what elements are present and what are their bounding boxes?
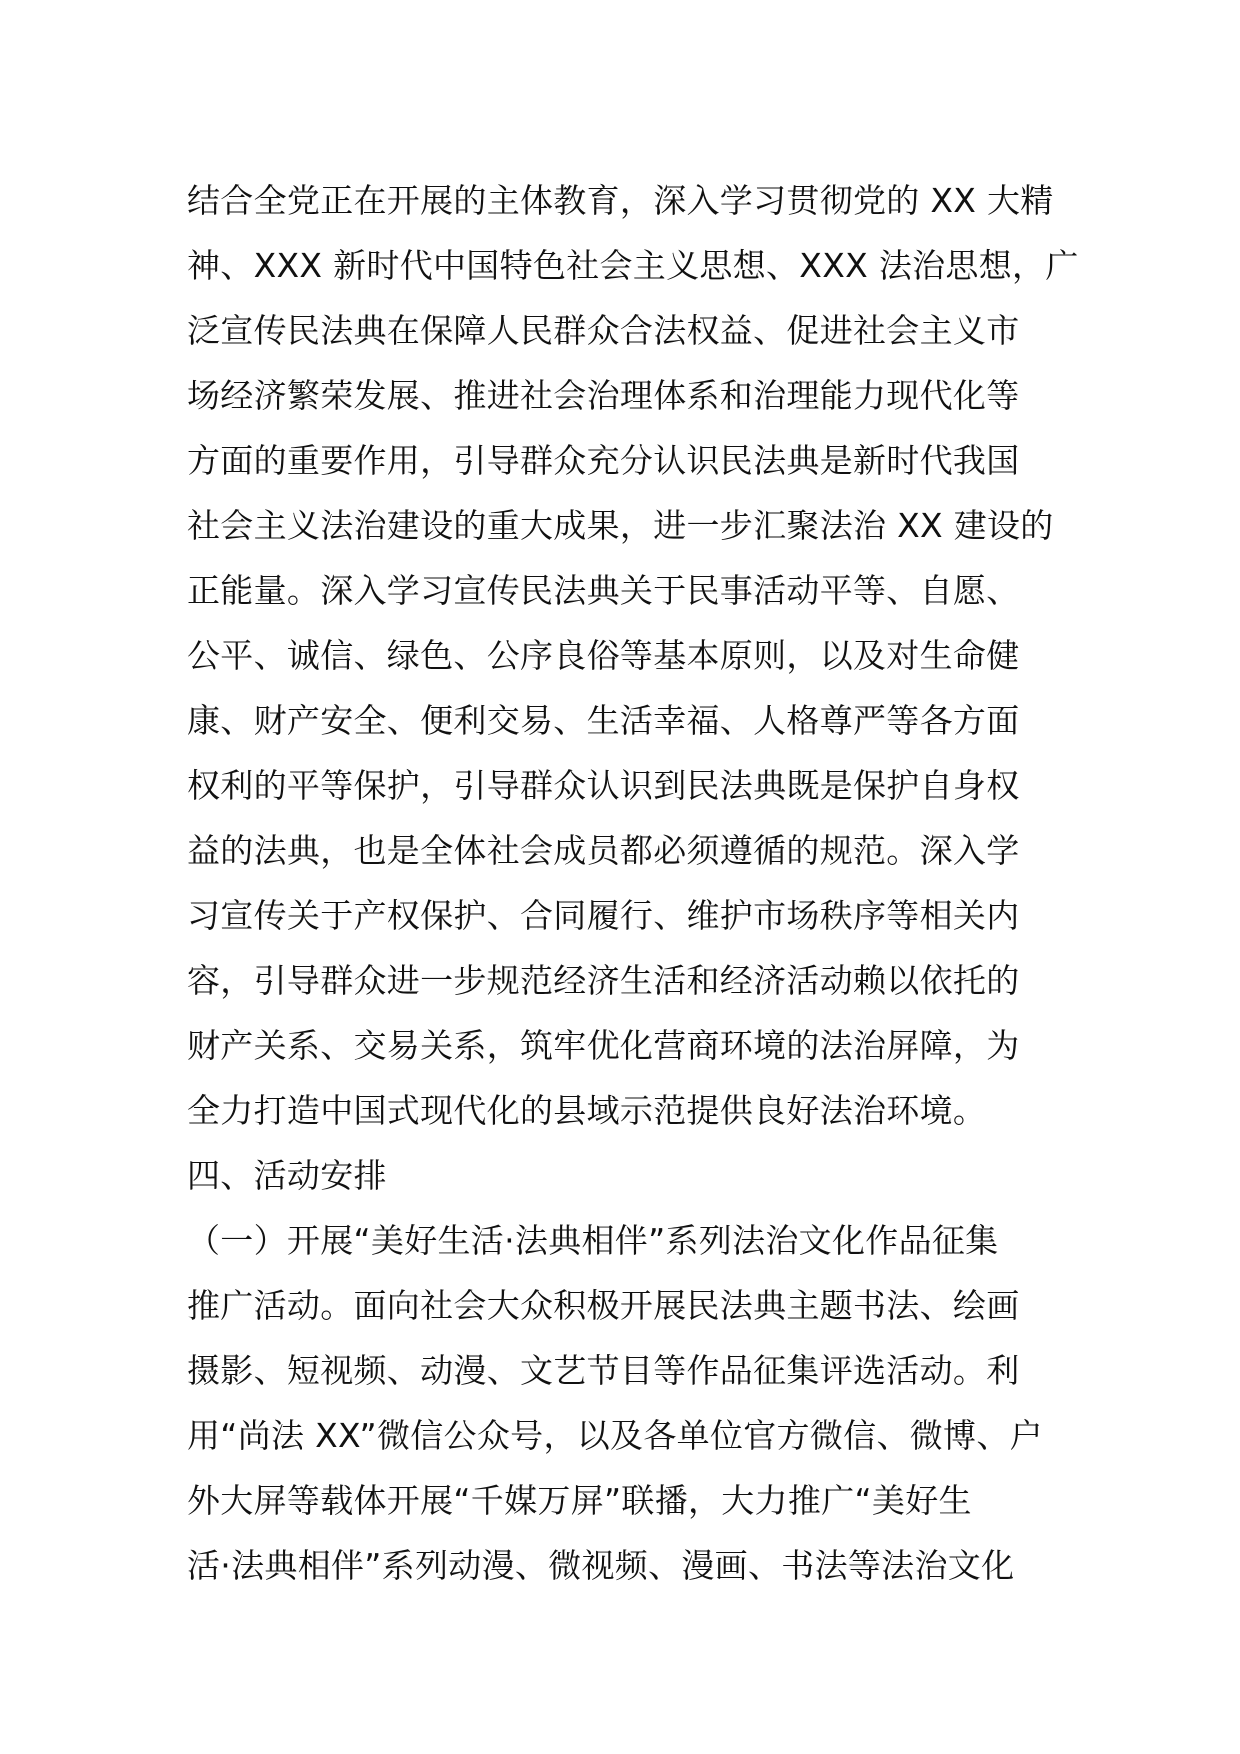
text-line: 财产关系、交易关系，筑牢优化营商环境的法治屏障，为 xyxy=(187,1026,1020,1065)
text-line: 正能量。深入学习宣传民法典关于民事活动平等、自愿、 xyxy=(187,571,1020,610)
section-heading: 四、活动安排 xyxy=(187,1156,387,1195)
text-line: 场经济繁荣发展、推进社会治理体系和治理能力现代化等 xyxy=(187,376,1020,415)
text-line: 用“尚法 XX”微信公众号，以及各单位官方微信、微博、户 xyxy=(187,1416,1043,1455)
text-line: 容，引导群众进一步规范经济生活和经济活动赖以依托的 xyxy=(187,961,1020,1000)
text-line: 权利的平等保护，引导群众认识到民法典既是保护自身权 xyxy=(187,766,1020,805)
text-line: 推广活动。面向社会大众积极开展民法典主题书法、绘画 xyxy=(187,1286,1020,1325)
text-line: 摄影、短视频、动漫、文艺节目等作品征集评选活动。利 xyxy=(187,1351,1020,1390)
text-line: 外大屏等载体开展“千媒万屏”联播，大力推广“美好生 xyxy=(187,1481,972,1520)
text-line: 活·法典相伴”系列动漫、微视频、漫画、书法等法治文化 xyxy=(187,1546,1015,1585)
text-line: 结合全党正在开展的主体教育，深入学习贯彻党的 XX 大精 xyxy=(187,181,1054,220)
text-line: （一）开展“美好生活·法典相伴”系列法治文化作品征集 xyxy=(187,1221,999,1260)
text-line: 康、财产安全、便利交易、生活幸福、人格尊严等各方面 xyxy=(187,701,1020,740)
text-line: 全力打造中国式现代化的县域示范提供良好法治环境。 xyxy=(187,1091,987,1130)
text-line: 公平、诚信、绿色、公序良俗等基本原则，以及对生命健 xyxy=(187,636,1020,675)
document-body xyxy=(187,168,1079,1598)
text-line: 方面的重要作用，引导群众充分认识民法典是新时代我国 xyxy=(187,441,1020,480)
text-line: 神、XXX 新时代中国特色社会主义思想、XXX 法治思想，广 xyxy=(187,246,1079,285)
text-line: 习宣传关于产权保护、合同履行、维护市场秩序等相关内 xyxy=(187,896,1020,935)
text-line: 益的法典，也是全体社会成员都必须遵循的规范。深入学 xyxy=(187,831,1020,870)
text-line: 泛宣传民法典在保障人民群众合法权益、促进社会主义市 xyxy=(187,311,1020,350)
text-line: 社会主义法治建设的重大成果，进一步汇聚法治 XX 建设的 xyxy=(187,506,1054,545)
